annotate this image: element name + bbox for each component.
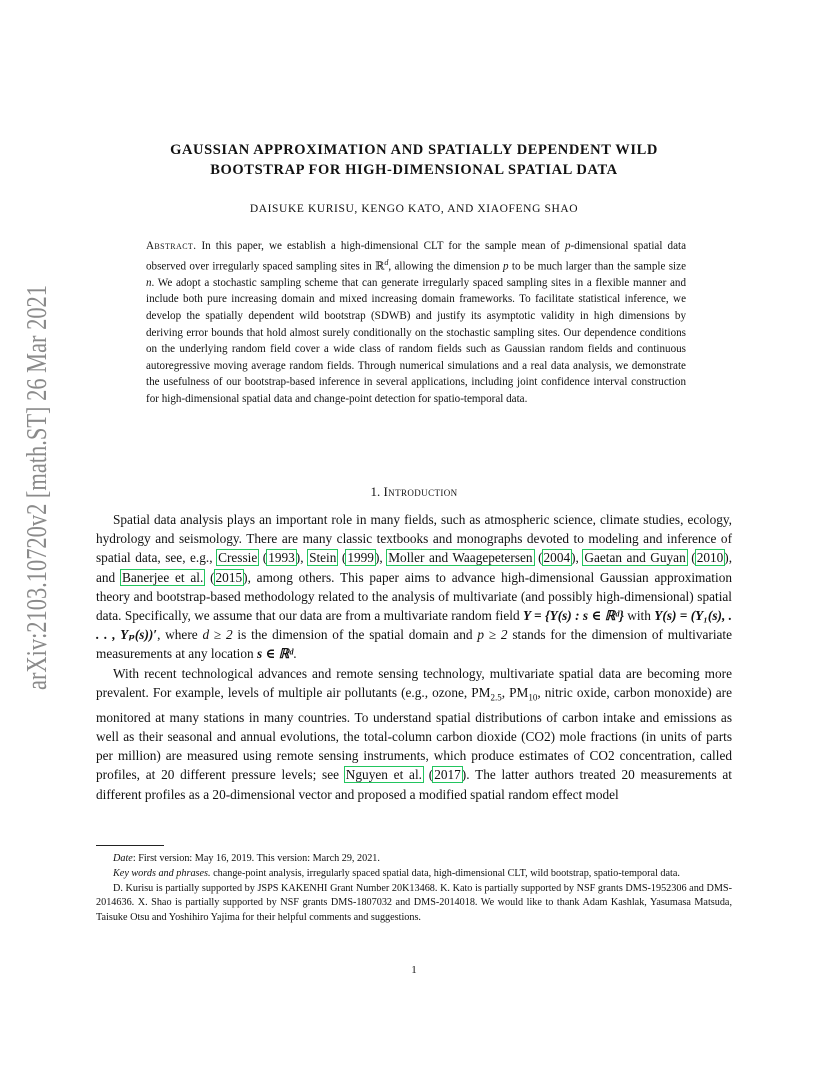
section-title: Introduction <box>383 484 458 499</box>
title-line-2: BOOTSTRAP FOR HIGH-DIMENSIONAL SPATIAL DATA <box>210 162 618 178</box>
citation-link-moller[interactable]: Moller and Waagepetersen <box>388 550 533 566</box>
citation-link-banerjee[interactable]: Banerjee et al. <box>121 569 204 585</box>
main-text <box>96 510 732 804</box>
section-number: 1. <box>370 484 381 499</box>
footnote-rule <box>96 845 164 846</box>
citation-year-link[interactable]: 2004 <box>543 550 571 566</box>
abstract: Abstract. In this paper, we establish a high-dimensional CLT for the sample mean of p-dimensional spatial data observed over irregularly spaced sampling sites in ℝ$^d$, allowing the dimension p to be much larger than the sample size n. We adopt a stochastic sampling scheme that can generate irregularly spaced sampling sites in a flexible manner and include both pure increasing domain and mixed increasing domain frameworks. To facilitate statistical inference, we develop the spatially dependent wild bootstrap (SDWB) and justify its asymptotic validity in high dimensions by deriving error bounds that hold almost surely conditionally on the stochastic sampling sites. Our dependence conditions on the underlying random field cover a wide class of random fields such as Gaussian random fields and continuous autoregressive moving average random fields. Through numerical simulations and a real data analysis, we demonstrate the usefulness of our bootstrap-based inference in several applications, including joint confidence interval construction for high-dimensional spatial data and change-point detection for spatio-temporal data. <box>146 240 686 406</box>
math-random-field: Y = {Y(s) : s ∈ ℝᵈ} <box>523 608 624 624</box>
author-list: DAISUKE KURISU, KENGO KATO, AND XIAOFENG SHAO <box>249 203 579 215</box>
section-heading-introduction <box>96 484 732 500</box>
citation-link-cressie[interactable]: Cressie <box>218 550 258 566</box>
citation-year-link[interactable]: 1993 <box>268 550 295 566</box>
abstract-label: Abstract. <box>146 240 197 252</box>
math-vector: Y(s) = (Y₁(s), . . . , Yₚ(s))′ <box>96 608 732 643</box>
citation-link-gaetan[interactable]: Gaetan and Guyan <box>584 550 686 566</box>
paragraph-1: Spatial data analysis plays an important role in many fields, such as atmospheric science, climate studies, ecology, hydrology and seismology. There are many classic textbooks and monographs devoted to modeling and inference of spatial data, see, e.g., Cressie (1993), Stein (1999), Moller and Waagepetersen (2004), Gaetan and Guyan (2010), and Banerjee et al. (2015), among others. This paper aims to advance high-dimensional Gaussian approximation theory and bootstrap-based methodology related to the analysis of multivariate (and possibly high-dimensional) spatial data. Specifically, we assume that our data are from a multivariate random field Y = {Y(s) : s ∈ ℝᵈ} with Y(s) = (Y₁(s), . . . , Yₚ(s))′, where d ≥ 2 is the dimension of the spatial domain and p ≥ 2 stands for the dimension of multivariate measurements at any location s ∈ ℝᵈ. <box>96 512 733 662</box>
funding-note: D. Kurisu is partially supported by JSPS KAKENHI Grant Number 20K13468. K. Kato is partially supported by NSF grants DMS-1952306 and DMS-2014636. X. Shao is partially supported by NSF grants DMS-1807032 and DMS-2014018. We would like to thank Adam Kashlak, Yasumasa Matsuda, Taisuke Otsu and Yoshihiro Yajima for their helpful comments and suggestions. <box>96 882 732 924</box>
arxiv-side-stamp <box>10 280 58 700</box>
citation-year-link[interactable]: 1999 <box>347 550 374 566</box>
page-number: 1 <box>411 964 417 976</box>
paragraph-2: With recent technological advances and remote sensing technology, multivariate spatial data are becoming more prevalent. For example, levels of multiple air pollutants (e.g., ozone, $PM_{2.5}$, $PM_{10}$, nitric oxide, carbon monoxide) are monitored at many stations in many countries. To understand spatial distributions of carbon intake and emissions as well as their seasonal and annual evolutions, the total-column carbon dioxide (CO2) mole fractions (in units of parts per million) are measured using remote sensing instruments, which produce estimates of CO2 concentration, called profiles, at 20 different pressure levels; see Nguyen et al. (2017). The latter authors treated 20 measurements at different profiles as a 20-dimensional vector and proposed a modified spatial random effect model <box>96 665 732 802</box>
footnotes <box>96 852 732 926</box>
keywords-note: Key words and phrases. change-point analysis, irregularly spaced spatial data, high-dimensional CLT, wild bootstrap, spatio-temporal data. <box>113 867 680 879</box>
paper-title <box>96 140 732 180</box>
citation-year-link[interactable]: 2015 <box>215 569 243 585</box>
citation-link-nguyen[interactable]: Nguyen et al. <box>345 767 422 783</box>
citation-year-link[interactable]: 2010 <box>696 550 724 566</box>
citation-year-link[interactable]: 2017 <box>434 767 461 783</box>
date-note: Date: First version: May 16, 2019. This version: March 29, 2021. <box>113 853 380 864</box>
arxiv-identifier: arXiv:2103.10720v2 [math.ST] 26 Mar 2021 <box>22 280 53 690</box>
citation-link-stein[interactable]: Stein <box>309 550 337 566</box>
title-line-1: GAUSSIAN APPROXIMATION AND SPATIALLY DEPENDENT WILD <box>170 142 658 158</box>
